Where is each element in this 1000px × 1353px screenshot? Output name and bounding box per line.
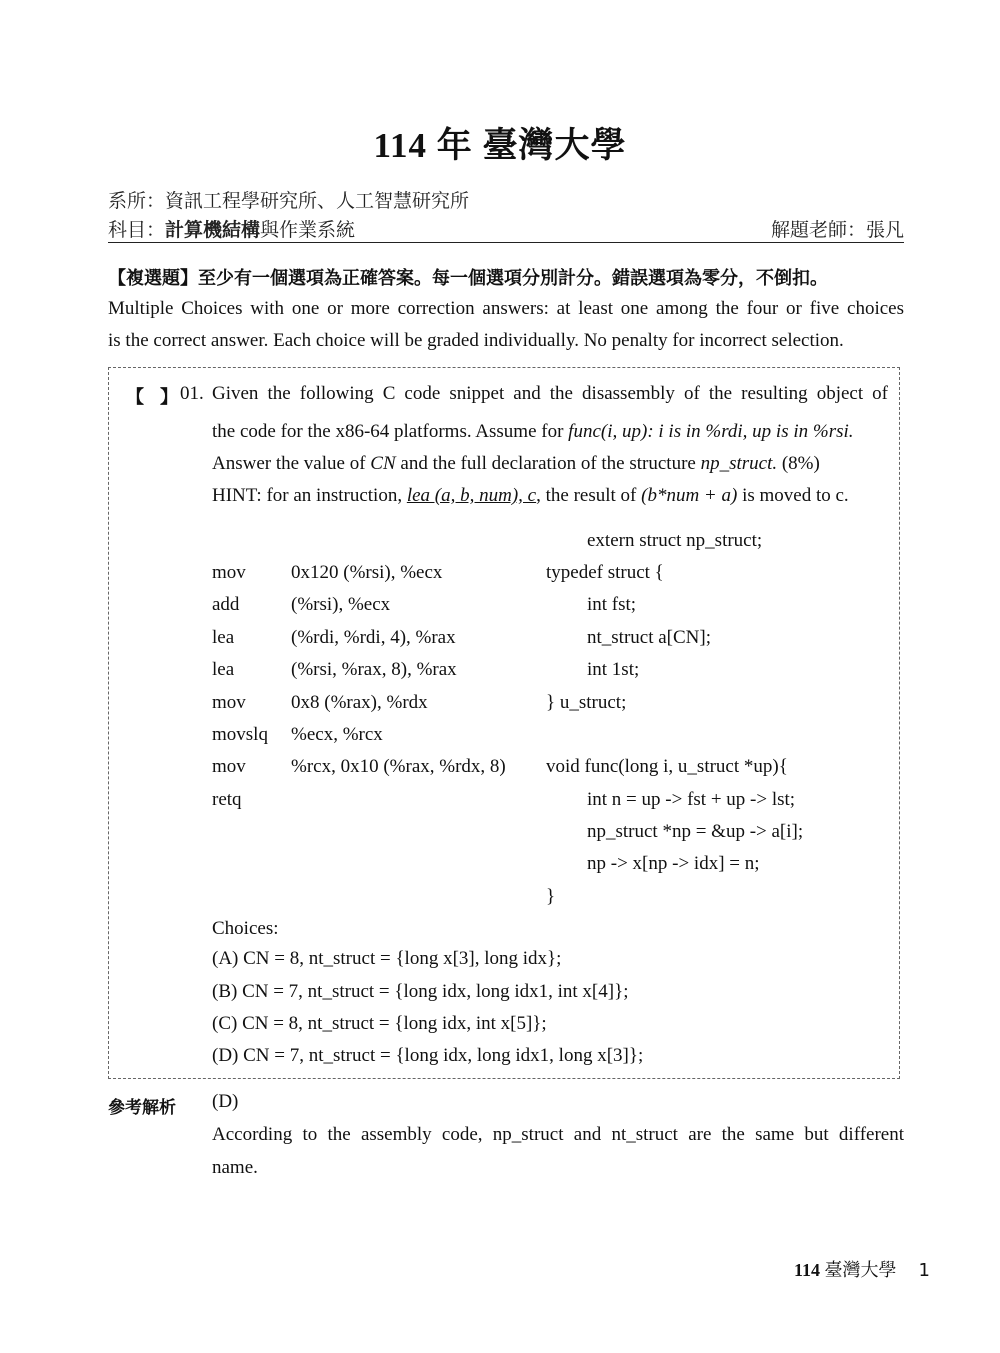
asm-arg: 0x120 (%rsi), %ecx xyxy=(291,562,443,583)
question-bracket-open: 【 xyxy=(126,387,144,408)
subject-bold: 計算機結構 xyxy=(165,219,261,241)
header-rule xyxy=(108,242,904,243)
c-code-line: nt_struct a[CN]; xyxy=(587,627,712,648)
q3-cn: CN xyxy=(370,453,396,474)
answer-choice: (D) xyxy=(212,1091,239,1112)
asm-op: lea xyxy=(212,627,235,648)
choice-a: (A) CN = 8, nt_struct = {long x[3], long idx}; xyxy=(212,948,562,969)
answer-explanation-1: According to the assembly code, np_struct and nt_struct are the same but different xyxy=(212,1124,904,1145)
page-number: 1 xyxy=(918,1260,930,1281)
asm-arg: (%rdi, %rdi, 4), %rax xyxy=(291,627,456,648)
question-line-2 xyxy=(212,421,854,443)
question-line-3 xyxy=(212,453,820,475)
notice-text: 【複選題】至少有一個選項為正確答案。每一個選項分別計分。錯誤選項為零分，不倒扣。 xyxy=(108,268,828,289)
intro-line-2: is the correct answer. Each choice will be graded individually. No penalty for incorrect selection. xyxy=(108,330,844,351)
teacher-line: 解題老師：張凡 xyxy=(770,219,904,241)
hint-expr: (b*num + a) xyxy=(641,485,738,506)
subject-prefix: 科目： xyxy=(108,219,166,241)
footer-year: 114 xyxy=(794,1260,821,1280)
c-code-line: typedef struct { xyxy=(546,562,664,583)
choice-c: (C) CN = 8, nt_struct = {long idx, int x[5]}; xyxy=(212,1013,547,1034)
asm-arg: %ecx, %rcx xyxy=(291,724,383,745)
asm-op: mov xyxy=(212,692,246,713)
q3-b: and the full declaration of the structure xyxy=(395,453,701,474)
c-code-line: } xyxy=(546,886,556,907)
asm-arg: (%rsi), %ecx xyxy=(291,594,391,615)
hint-b: , the result of xyxy=(536,485,642,506)
page-title: 114 年 臺灣大學 xyxy=(373,126,627,165)
asm-op: mov xyxy=(212,756,246,777)
hint-c: is moved to c. xyxy=(737,485,849,506)
subject-suffix: 與作業系統 xyxy=(260,219,356,241)
choices-label: Choices: xyxy=(212,918,279,939)
c-code-line: np -> x[np -> idx] = n; xyxy=(587,853,760,874)
q2-italic: func(i, up): i is in %rdi, up is in %rsi. xyxy=(568,421,854,442)
asm-arg: %rcx, 0x10 (%rax, %rdx, 8) xyxy=(291,756,506,777)
q3-c: (8%) xyxy=(777,453,820,474)
asm-op: mov xyxy=(212,562,246,583)
answer-label: 參考解析 xyxy=(108,1098,176,1118)
c-code-line: int fst; xyxy=(587,594,637,615)
answer-explanation-2: name. xyxy=(212,1157,258,1178)
asm-op: add xyxy=(212,594,240,615)
asm-op: movslq xyxy=(212,724,268,745)
question-bracket-close: 】 xyxy=(160,387,178,408)
asm-arg: (%rsi, %rax, 8), %rax xyxy=(291,659,457,680)
page-footer xyxy=(794,1256,930,1282)
c-code-line: int 1st; xyxy=(587,659,640,680)
hint-a: HINT: for an instruction, xyxy=(212,485,407,506)
q3-np: np_struct. xyxy=(700,453,778,474)
c-code-line: void func(long i, u_struct *up){ xyxy=(546,756,788,777)
c-code-line: extern struct np_struct; xyxy=(587,530,763,551)
footer-school: 臺灣大學 xyxy=(824,1260,897,1281)
q3-a: Answer the value of xyxy=(212,453,371,474)
choice-d: (D) CN = 7, nt_struct = {long idx, long idx1, long x[3]}; xyxy=(212,1045,644,1066)
c-code-line: } u_struct; xyxy=(546,692,627,713)
c-code-line: np_struct *np = &up -> a[i]; xyxy=(587,821,804,842)
department-line: 系所：資訊工程學研究所、人工智慧研究所 xyxy=(108,190,470,212)
asm-op: retq xyxy=(212,789,242,810)
choice-b: (B) CN = 7, nt_struct = {long idx, long idx1, int x[4]}; xyxy=(212,981,629,1002)
asm-arg: 0x8 (%rax), %rdx xyxy=(291,692,428,713)
hint-line xyxy=(212,485,849,507)
c-code-line: int n = up -> fst + up -> lst; xyxy=(587,789,796,810)
question-number: 01. xyxy=(180,383,204,404)
subject-line xyxy=(108,215,355,242)
hint-lea: lea (a, b, num), c xyxy=(406,485,537,506)
intro-line-1: Multiple Choices with one or more correction answers: at least one among the four or five choices xyxy=(108,298,904,319)
q2-plain: the code for the x86-64 platforms. Assume for xyxy=(212,421,569,442)
asm-op: lea xyxy=(212,659,235,680)
question-line-1: Given the following C code snippet and the disassembly of the resulting object of xyxy=(212,383,888,404)
